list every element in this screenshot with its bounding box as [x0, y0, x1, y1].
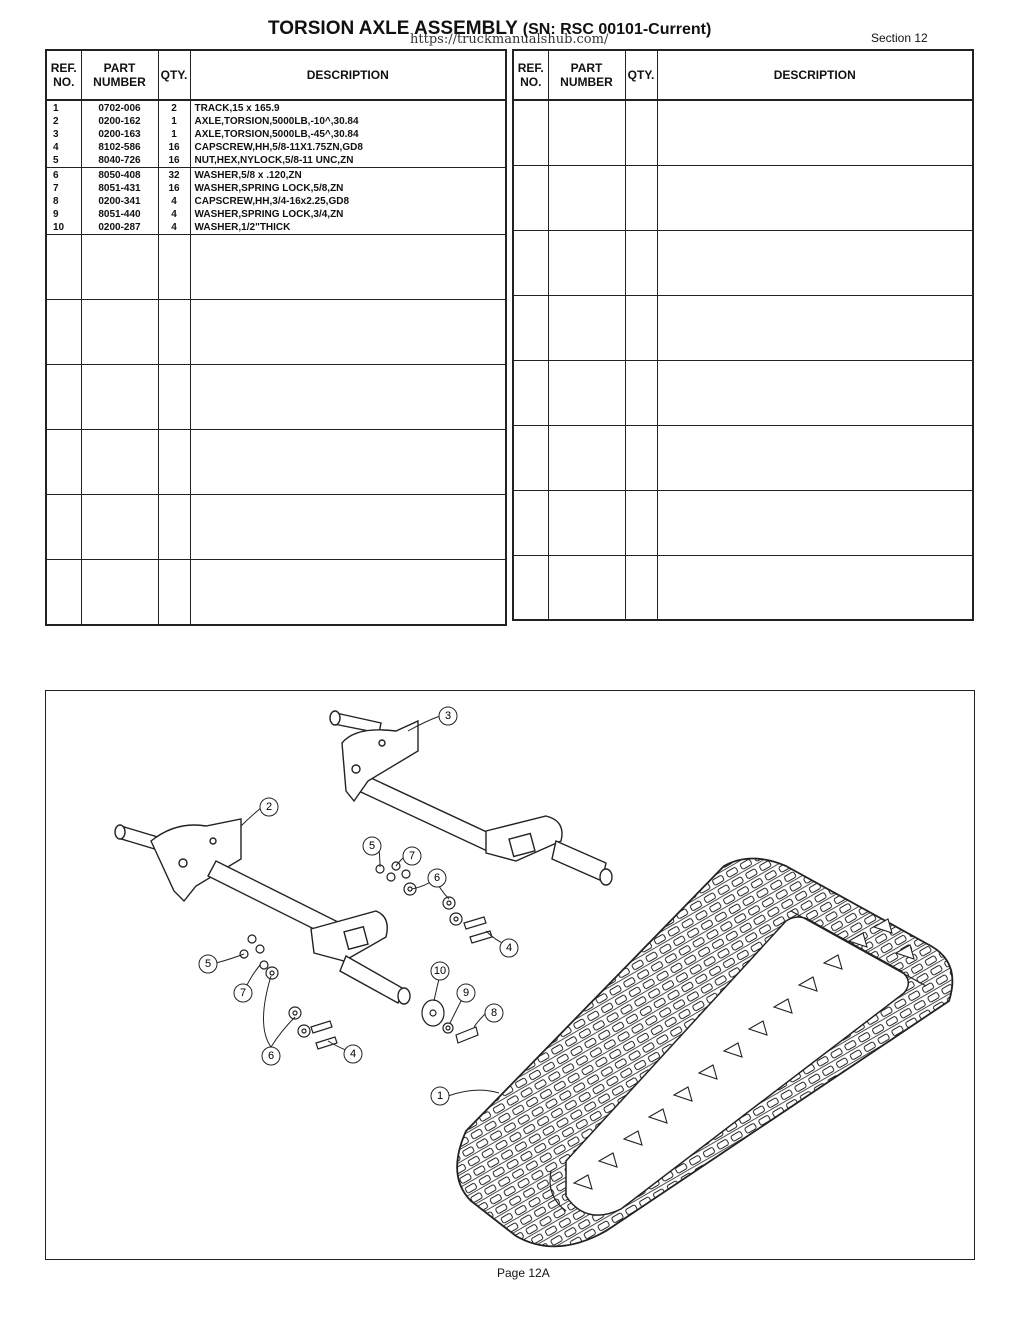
- table-header-row: [513, 50, 973, 100]
- svg-text:6: 6: [267, 1050, 275, 1062]
- table-header-row: [46, 50, 506, 100]
- qty-cell: 2 1 1 16 16: [158, 100, 190, 168]
- callout-8: [485, 1004, 503, 1022]
- ref-cell: 1 2 3 4 5: [46, 100, 81, 168]
- torsion-axle-upper: [330, 711, 612, 885]
- rubber-track: [457, 859, 952, 1247]
- hardware-center: [422, 1000, 478, 1043]
- table-row-group: [513, 295, 973, 360]
- callout-7: [403, 847, 421, 865]
- table-row-group: [46, 365, 506, 430]
- table-row-group: [46, 300, 506, 365]
- callout-1: [431, 1087, 449, 1105]
- description-header: DESCRIPTION: [657, 50, 973, 100]
- parts-table-right: [512, 49, 974, 621]
- ref-no-header: REF. NO.: [513, 50, 548, 100]
- table-row-group: [513, 360, 973, 425]
- table-row-group: [46, 430, 506, 495]
- qty-cell: 32 16 4 4 4: [158, 168, 190, 235]
- ref-cell: 6 7 8 9 10: [46, 168, 81, 235]
- callout-7: [234, 984, 252, 1002]
- title-text: TORSION AXLE ASSEMBLY: [268, 18, 518, 39]
- table-row-group: [46, 560, 506, 625]
- description-cell: TRACK,15 x 165.9 AXLE,TORSION,5000LB,-10^,30.84 AXLE,TORSION,5000LB,-45^,30.84 CAPSCREW,HH,5/8-11X1.75ZN,GD8 NUT,HEX,NYLOCK,5/8-11 UNC,ZN: [190, 100, 506, 168]
- svg-text:9: 9: [462, 987, 470, 999]
- diagram-drawing: [46, 691, 975, 1260]
- qty-header: QTY.: [625, 50, 657, 100]
- part-number-header: PART NUMBER: [81, 50, 158, 100]
- part-number-cell: 0702-006 0200-162 0200-163 8102-586 8040-726: [81, 100, 158, 168]
- part-number-cell: 8050-408 8051-431 0200-341 8051-440 0200-287: [81, 168, 158, 235]
- svg-text:1: 1: [436, 1090, 444, 1102]
- svg-text:4: 4: [505, 942, 513, 954]
- table-row-group: [513, 490, 973, 555]
- table-row-group: [513, 425, 973, 490]
- svg-text:7: 7: [408, 850, 416, 862]
- part-number-header: PART NUMBER: [548, 50, 625, 100]
- callout-5: [363, 837, 381, 855]
- table-row-group: [513, 230, 973, 295]
- exploded-parts-diagram: [45, 690, 975, 1260]
- qty-header: QTY.: [158, 50, 190, 100]
- svg-text:7: 7: [239, 987, 247, 999]
- table-row-group: [513, 165, 973, 230]
- callout-3: [439, 707, 457, 725]
- callout-4: [344, 1045, 362, 1063]
- table-row-group: [46, 168, 506, 235]
- page-number: Page 12A: [497, 1266, 550, 1280]
- table-row-group: [513, 100, 973, 165]
- svg-text:6: 6: [433, 872, 441, 884]
- table-row-group: [46, 100, 506, 168]
- ref-no-header: REF. NO.: [46, 50, 81, 100]
- table-row-group: [46, 495, 506, 560]
- parts-table-left: [45, 49, 507, 626]
- callout-6: [262, 1047, 280, 1065]
- callout-2: [260, 798, 278, 816]
- serial-range: (SN: RSC 00101-Current): [522, 21, 712, 38]
- svg-text:10: 10: [433, 965, 447, 977]
- table-row-group: [46, 235, 506, 300]
- callout-5: [199, 955, 217, 973]
- callout-4: [500, 939, 518, 957]
- svg-text:5: 5: [204, 958, 212, 970]
- watermark-link[interactable]: https://truckmanualshub.com/: [410, 32, 609, 47]
- svg-text:8: 8: [490, 1007, 498, 1019]
- callout-10: [431, 962, 449, 980]
- description-cell: WASHER,5/8 x .120,ZN WASHER,SPRING LOCK,5/8,ZN CAPSCREW,HH,3/4-16x2.25,GD8 WASHER,SPRING LOCK,3/4,ZN WASHER,1/2"THICK: [190, 168, 506, 235]
- section-label: Section 12: [871, 31, 928, 45]
- callout-6: [428, 869, 446, 887]
- callout-9: [457, 984, 475, 1002]
- svg-text:3: 3: [444, 710, 452, 722]
- description-header: DESCRIPTION: [190, 50, 506, 100]
- svg-text:5: 5: [368, 840, 376, 852]
- svg-text:4: 4: [349, 1048, 357, 1060]
- svg-text:2: 2: [265, 801, 273, 813]
- table-row-group: [513, 555, 973, 620]
